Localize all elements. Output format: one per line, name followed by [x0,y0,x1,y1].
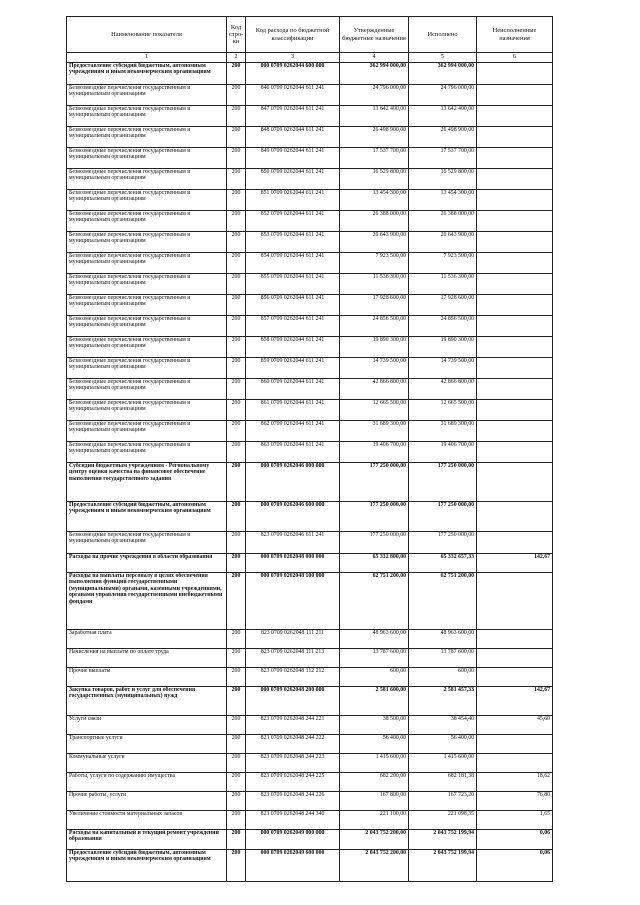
row-name: Предоставление субсидий бюджетным, автономным учреждениям и иным некоммерческим организациям [67,63,227,85]
row-approved: 2 043 752 200,00 [340,850,409,882]
row-unexecuted [477,400,553,421]
row-unexecuted [477,337,553,358]
row-unexecuted [477,190,553,211]
row-unexecuted: 76,80 [477,792,553,811]
row-unexecuted: 1,65 [477,811,553,830]
row-executed: 600,00 [409,668,477,687]
row-executed: 2 043 752 199,94 [409,850,477,882]
row-unexecuted [477,532,553,554]
table-row [67,773,553,792]
row-approved: 2 043 752 200,00 [340,830,409,850]
row-approved: 13 642 400,00 [340,106,409,127]
table-row [67,630,553,649]
row-approved: 19 406 700,00 [340,442,409,463]
row-executed: 2 581 457,33 [409,687,477,716]
row-approved: 12 665 500,00 [340,400,409,421]
row-code: 200 [227,792,246,811]
row-unexecuted [477,573,553,630]
table-row [67,400,553,421]
row-code: 200 [227,850,246,882]
row-executed: 56 400,00 [409,735,477,754]
row-kbk: 823 0709 0262048 244 340 [246,811,340,830]
row-name: Расходы на прочие учреждения в области образования [67,554,227,573]
row-unexecuted [477,106,553,127]
row-kbk: 859 0709 0262044 611 241 [246,358,340,379]
row-code: 200 [227,502,246,532]
row-unexecuted: 142,67 [477,687,553,716]
row-unexecuted [477,502,553,532]
row-executed: 62 751 200,00 [409,573,477,630]
row-executed: 42 866 800,00 [409,379,477,400]
row-kbk: 000 0709 0262048 200 000 [246,687,340,716]
row-approved: 20 643 900,00 [340,232,409,253]
table-row [67,190,553,211]
row-code: 200 [227,716,246,735]
row-executed: 19 406 700,00 [409,442,477,463]
table-row [67,716,553,735]
row-code: 200 [227,554,246,573]
row-kbk: 854 0709 0262044 611 241 [246,253,340,274]
row-executed: 221 098,35 [409,811,477,830]
row-executed: 24 856 500,00 [409,316,477,337]
row-kbk: 848 0709 0262044 611 241 [246,127,340,148]
row-code: 200 [227,830,246,850]
row-name: Коммунальные услуги [67,754,227,773]
row-executed: 177 250 000,00 [409,463,477,502]
row-approved: 14 739 500,00 [340,358,409,379]
row-code: 200 [227,442,246,463]
row-unexecuted [477,735,553,754]
row-approved: 600,00 [340,668,409,687]
row-code: 200 [227,379,246,400]
row-unexecuted [477,169,553,190]
row-code: 200 [227,687,246,716]
row-approved: 167 800,00 [340,792,409,811]
row-kbk: 823 0709 0262048 244 225 [246,773,340,792]
budget-report-sheet [66,16,552,882]
row-unexecuted [477,442,553,463]
row-name: Начисления на выплаты по оплате труда [67,649,227,668]
row-unexecuted: 45,60 [477,716,553,735]
row-executed: 167 723,20 [409,792,477,811]
row-kbk: 823 0709 0262048 112 212 [246,668,340,687]
row-executed: 13 454 300,00 [409,190,477,211]
table-row [67,63,553,85]
row-name: Безвозмездные перечисления государственным и муниципальным организациям [67,253,227,274]
table-row [67,127,553,148]
header-name: Наименование показателя [67,17,227,53]
row-kbk: 823 0709 0262048 244 223 [246,754,340,773]
table-row [67,850,553,882]
row-executed: 17 537 700,00 [409,148,477,169]
table-row [67,358,553,379]
row-unexecuted [477,232,553,253]
row-kbk: 861 0709 0262044 611 241 [246,400,340,421]
row-kbk: 856 0709 0262044 611 241 [246,295,340,316]
row-executed: 24 796 000,00 [409,85,477,106]
row-executed: 26 498 900,00 [409,127,477,148]
row-name: Безвозмездные перечисления государственным и муниципальным организациям [67,316,227,337]
row-unexecuted: 18,62 [477,773,553,792]
row-code: 200 [227,190,246,211]
row-unexecuted [477,668,553,687]
row-kbk: 857 0709 0262044 611 241 [246,316,340,337]
row-code: 200 [227,668,246,687]
row-executed: 12 665 500,00 [409,400,477,421]
row-kbk: 000 0709 0262049 000 000 [246,830,340,850]
row-executed: 2 043 752 199,94 [409,830,477,850]
row-code: 200 [227,295,246,316]
row-code: 200 [227,532,246,554]
row-code: 200 [227,735,246,754]
row-unexecuted [477,85,553,106]
row-name: Безвозмездные перечисления государственным и муниципальным организациям [67,106,227,127]
row-name: Безвозмездные перечисления государственным и муниципальным организациям [67,274,227,295]
row-kbk: 000 0709 0262044 600 000 [246,63,340,85]
table-row [67,337,553,358]
row-unexecuted [477,379,553,400]
row-unexecuted [477,358,553,379]
table-row [67,811,553,830]
row-approved: 42 866 800,00 [340,379,409,400]
row-executed: 19 890 300,00 [409,337,477,358]
row-executed: 7 923 500,00 [409,253,477,274]
row-executed: 362 994 000,00 [409,63,477,85]
row-kbk: 852 0709 0262044 611 241 [246,211,340,232]
row-executed: 26 388 000,00 [409,211,477,232]
row-name: Закупка товаров, работ и услуг для обеспечения государственных (муниципальных) нужд [67,687,227,716]
row-code: 200 [227,232,246,253]
row-code: 200 [227,811,246,830]
row-approved: 26 498 900,00 [340,127,409,148]
row-kbk: 855 0709 0262044 611 241 [246,274,340,295]
row-code: 200 [227,85,246,106]
row-kbk: 858 0709 0262044 611 241 [246,337,340,358]
row-kbk: 000 0709 0262046 600 000 [246,502,340,532]
row-code: 200 [227,421,246,442]
row-unexecuted [477,253,553,274]
header-unexecuted: Неисполненные назначения [477,17,553,53]
table-row [67,295,553,316]
row-kbk: 850 0709 0262044 611 241 [246,169,340,190]
row-executed: 177 250 000,00 [409,532,477,554]
table-row [67,554,553,573]
table-row [67,421,553,442]
column-number: 5 [409,53,477,63]
row-name: Безвозмездные перечисления государственным и муниципальным организациям [67,169,227,190]
row-kbk: 823 0709 0262048 244 226 [246,792,340,811]
row-kbk: 000 0709 0262048 100 000 [246,573,340,630]
row-approved: 682 200,00 [340,773,409,792]
table-row [67,148,553,169]
table-row [67,668,553,687]
row-executed: 48 963 600,00 [409,630,477,649]
table-row [67,532,553,554]
row-kbk: 847 0709 0262044 611 241 [246,106,340,127]
row-approved: 31 689 300,00 [340,421,409,442]
row-executed: 65 332 657,33 [409,554,477,573]
row-name: Предоставление субсидий бюджетным, автономным учреждениям и иным некоммерческим организациям [67,502,227,532]
row-unexecuted [477,211,553,232]
row-kbk: 823 0709 0262048 111 211 [246,630,340,649]
row-name: Безвозмездные перечисления государственным и муниципальным организациям [67,127,227,148]
row-approved: 19 890 300,00 [340,337,409,358]
row-name: Расходы на капитальный и текущий ремонт учреждений образования [67,830,227,850]
row-kbk: 823 0709 0262046 611 241 [246,532,340,554]
row-executed: 177 250 000,00 [409,502,477,532]
row-unexecuted [477,463,553,502]
row-code: 200 [227,106,246,127]
row-executed: 1 415 600,00 [409,754,477,773]
header-executed: Исполнено [409,17,477,53]
table-row [67,687,553,716]
row-code: 200 [227,274,246,295]
row-approved: 38 500,00 [340,716,409,735]
budget-table [66,16,553,882]
row-name: Безвозмездные перечисления государственным и муниципальным организациям [67,421,227,442]
row-name: Безвозмездные перечисления государственным и муниципальным организациям [67,379,227,400]
row-approved: 1 415 600,00 [340,754,409,773]
row-executed: 13 642 400,00 [409,106,477,127]
table-row [67,316,553,337]
row-unexecuted [477,274,553,295]
row-kbk: 823 0709 0262048 244 222 [246,735,340,754]
row-approved: 24 856 500,00 [340,316,409,337]
row-name: Прочие работы, услуги [67,792,227,811]
row-code: 200 [227,211,246,232]
row-executed: 16 529 800,00 [409,169,477,190]
row-name: Прочие выплаты [67,668,227,687]
column-number: 3 [246,53,340,63]
row-approved: 221 100,00 [340,811,409,830]
row-approved: 362 994 000,00 [340,63,409,85]
row-code: 200 [227,337,246,358]
row-approved: 2 581 600,00 [340,687,409,716]
row-unexecuted [477,127,553,148]
row-code: 200 [227,754,246,773]
row-executed: 17 928 600,00 [409,295,477,316]
row-name: Безвозмездные перечисления государственным и муниципальным организациям [67,85,227,106]
row-code: 200 [227,316,246,337]
row-code: 200 [227,358,246,379]
row-kbk: 823 0709 0262048 111 213 [246,649,340,668]
row-approved: 16 529 800,00 [340,169,409,190]
row-name: Предоставление субсидий бюджетным, автономным учреждениям и иным некоммерческим организациям [67,850,227,882]
row-kbk: 860 0709 0262044 611 241 [246,379,340,400]
row-approved: 177 250 000,00 [340,502,409,532]
table-row [67,169,553,190]
row-kbk: 000 0709 0262046 000 000 [246,463,340,502]
column-number: 4 [340,53,409,63]
row-kbk: 000 0709 0262049 600 000 [246,850,340,882]
row-approved: 7 923 500,00 [340,253,409,274]
row-unexecuted [477,148,553,169]
row-approved: 177 250 000,00 [340,463,409,502]
row-approved: 65 332 800,00 [340,554,409,573]
row-kbk: 862 0709 0262044 611 241 [246,421,340,442]
row-name: Увеличение стоимости материальных запасов [67,811,227,830]
table-row [67,463,553,502]
row-code: 200 [227,148,246,169]
row-name: Безвозмездные перечисления государственным и муниципальным организациям [67,295,227,316]
row-code: 200 [227,649,246,668]
row-name: Безвозмездные перечисления государственным и муниципальным организациям [67,532,227,554]
row-unexecuted [477,63,553,85]
row-executed: 31 689 300,00 [409,421,477,442]
table-row [67,211,553,232]
header-code-expense: Код расхода по бюджетной классификации [246,17,340,53]
row-executed: 13 787 600,00 [409,649,477,668]
row-name: Работы, услуги по содержанию имущества [67,773,227,792]
row-name: Безвозмездные перечисления государственным и муниципальным организациям [67,148,227,169]
table-row [67,573,553,630]
row-approved: 11 536 300,00 [340,274,409,295]
row-name: Безвозмездные перечисления государственным и муниципальным организациям [67,337,227,358]
row-approved: 48 963 600,00 [340,630,409,649]
row-approved: 13 454 300,00 [340,190,409,211]
row-name: Безвозмездные перечисления государственным и муниципальным организациям [67,211,227,232]
table-row [67,253,553,274]
row-name: Расходы на выплаты персоналу в целях обеспечения выполнения функций государственными (муниципальными) органами, казенными учреждениями, органами управления государственными внебюджетными фондами [67,573,227,630]
row-unexecuted [477,295,553,316]
row-name: Безвозмездные перечисления государственным и муниципальным организациям [67,232,227,253]
column-number-row [67,53,553,63]
row-executed: 682 181,38 [409,773,477,792]
row-name: Услуги связи [67,716,227,735]
row-code: 200 [227,63,246,85]
row-approved: 26 388 000,00 [340,211,409,232]
row-kbk: 823 0709 0262048 244 221 [246,716,340,735]
table-row [67,754,553,773]
row-approved: 17 928 600,00 [340,295,409,316]
row-code: 200 [227,463,246,502]
table-row [67,274,553,295]
row-kbk: 849 0709 0262044 611 241 [246,148,340,169]
table-row [67,379,553,400]
row-executed: 11 536 300,00 [409,274,477,295]
row-kbk: 000 0709 0262048 000 000 [246,554,340,573]
table-row [67,85,553,106]
row-approved: 62 751 200,00 [340,573,409,630]
column-number: 2 [227,53,246,63]
row-kbk: 846 0709 0262044 611 241 [246,85,340,106]
row-unexecuted: 142,67 [477,554,553,573]
table-row [67,502,553,532]
row-unexecuted [477,421,553,442]
row-code: 200 [227,773,246,792]
row-unexecuted [477,754,553,773]
table-row [67,649,553,668]
table-row [67,106,553,127]
row-name: Транспортные услуги [67,735,227,754]
column-number: 6 [477,53,553,63]
row-approved: 24 796 000,00 [340,85,409,106]
table-row [67,232,553,253]
row-code: 200 [227,169,246,190]
row-name: Безвозмездные перечисления государственным и муниципальным организациям [67,442,227,463]
row-approved: 177 250 000,00 [340,532,409,554]
row-unexecuted [477,316,553,337]
row-unexecuted [477,630,553,649]
row-code: 200 [227,253,246,274]
table-row [67,735,553,754]
row-kbk: 851 0709 0262044 611 241 [246,190,340,211]
header-row [67,17,553,53]
header-approved: Утвержденные бюджетные назначения [340,17,409,53]
row-name: Субсидии бюджетным учреждениям - Региональному центру оценки качества на финансовое обеспечение выполнения государственного задания [67,463,227,502]
row-code: 200 [227,400,246,421]
row-code: 200 [227,630,246,649]
row-name: Безвозмездные перечисления государственным и муниципальным организациям [67,358,227,379]
row-unexecuted: 0,06 [477,830,553,850]
row-kbk: 853 0709 0262044 611 241 [246,232,340,253]
row-approved: 17 537 700,00 [340,148,409,169]
row-executed: 14 739 500,00 [409,358,477,379]
row-name: Безвозмездные перечисления государственным и муниципальным организациям [67,400,227,421]
row-executed: 20 643 900,00 [409,232,477,253]
row-unexecuted: 0,06 [477,850,553,882]
row-approved: 56 400,00 [340,735,409,754]
row-name: Безвозмездные перечисления государственным и муниципальным организациям [67,190,227,211]
column-number: 1 [67,53,227,63]
row-name: Заработная плата [67,630,227,649]
row-approved: 13 787 600,00 [340,649,409,668]
row-unexecuted [477,649,553,668]
table-row [67,792,553,811]
table-row [67,830,553,850]
row-code: 200 [227,127,246,148]
row-kbk: 863 0709 0262044 611 241 [246,442,340,463]
header-code-row: Код стро- ки [227,17,246,53]
row-executed: 38 454,40 [409,716,477,735]
table-row [67,442,553,463]
row-code: 200 [227,573,246,630]
